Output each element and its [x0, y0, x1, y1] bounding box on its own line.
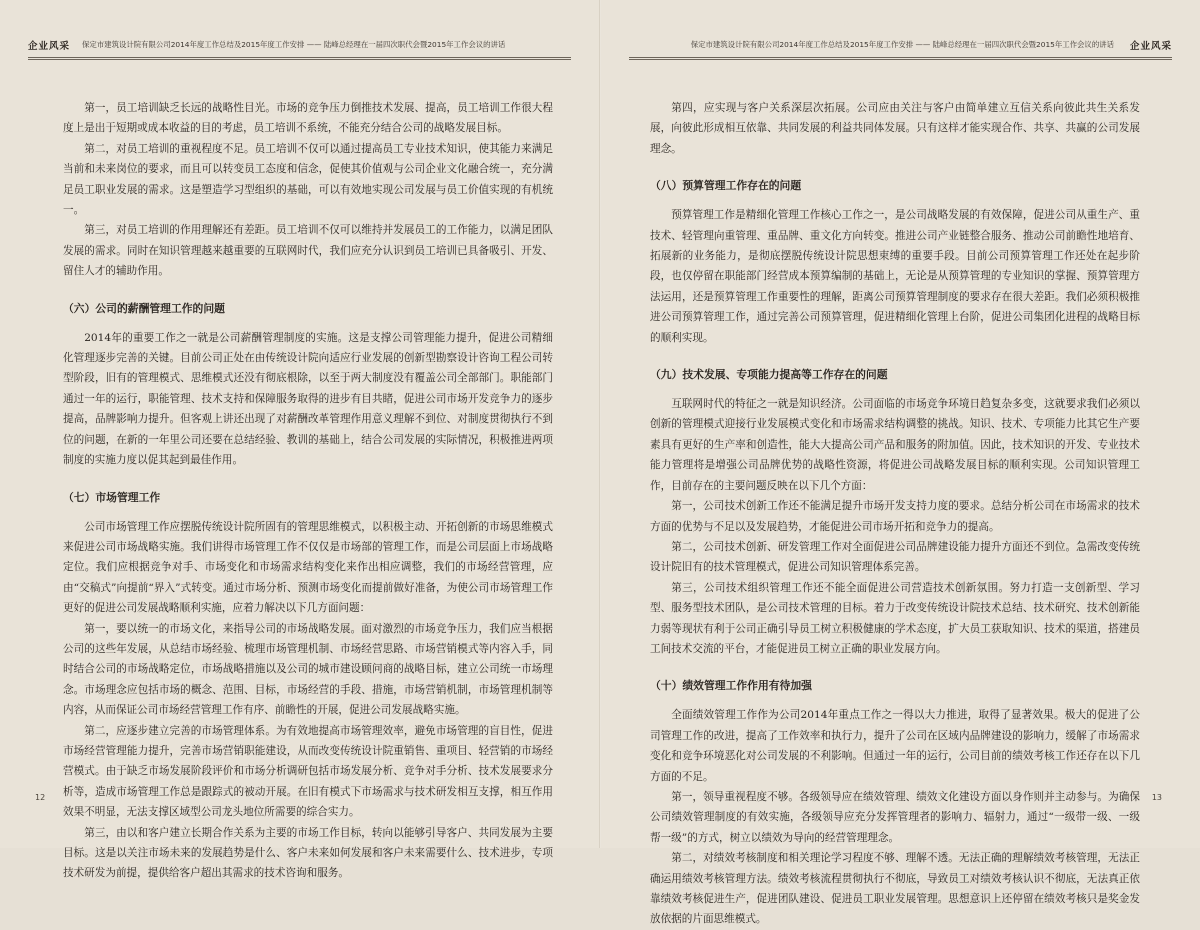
paragraph: 第三，对员工培训的作用理解还有差距。员工培训不仅可以维持并发展员工的工作能力，以满足团队发展的需求。同时在知识管理越来越重要的互联网时代，我们应充分认识到员工培训已具备吸引、开发、留住人才的辅助作用。: [63, 224, 553, 278]
right-page: [601, 0, 1200, 926]
paragraph: 第二，对绩效考核制度和相关理论学习程度不够、理解不透。无法正确的理解绩效考核管理，无法正确运用绩效考核管理方法。绩效考核流程贯彻执行不彻底，导致员工对绩效考核认识不彻底，无法真正依靠绩效考核促进生产，促进团队建设、促进员工职业发展管理。思想意识上还停留在绩效考核只是奖金发放依据的片面思维模式。: [650, 852, 1140, 926]
section-heading: （七）市场管理工作: [63, 490, 161, 504]
paragraph: 第二，对员工培训的重视程度不足。员工培训不仅可以通过提高员工专业技术知识，使其能力来满足当前和未来岗位的要求，而且可以转变员工态度和信念，促使其价值观与公司企业文化融合统一，充分满足员工职业发展的需求。这是塑造学习型组织的基础，可以有效地实现公司发展与员工价值实现的有机统一。: [63, 142, 553, 217]
right-page-content: [650, 98, 1140, 930]
paragraph: 2014年的重要工作之一就是公司薪酬管理制度的实施。这是支撑公司管理能力提升，促进公司精细化管理逐步完善的关键。目前公司正处在由传统设计院向适应行业发展的创新型勘察设计咨询工程公司转型阶段，旧有的管理模式、思维模式还没有彻底根除，以至于两大制度没有覆盖公司全部部门。职能部门通过一年的运行，职能管理、技术支持和保障服务取得的进步有目共睹，促进公司市场开发竞争力的逐步提高，品牌影响力提升。但客观上讲还出现了对薪酬改革管理作用意义理解不到位、对制度贯彻执行不到位的问题，在新的一年里公司还要在总结经验、教训的基础上，结合公司发展的实际情况，积极推进两项制度的实施力度以促其起到最佳作用。: [63, 331, 553, 467]
page-header: [28, 38, 571, 60]
paragraph: 预算管理工作是精细化管理工作核心工作之一，是公司战略发展的有效保障，促进公司从重生产、重技术、轻管理向重管理、重品牌、重文化方向转变。推进公司产业链整合服务、推动公司前瞻性地培育、拓展新的业务能力，是彻底摆脱传统设计院思想束缚的重要手段。目前公司预算管理工作还处在起步阶段，也仅停留在职能部门经营成本预算编制的基础上，无论是从预算管理的专业知识的掌握、预算管理方法运用，还是预算管理工作重要性的理解，距离公司预算管理制度的要求存在很大差距。我们必须积极推进公司预算管理工作，通过完善公司预算管理，促进精细化管理上台阶，促进公司集团化进程的战略目标的顺利实现。: [650, 209, 1140, 344]
paragraph: 第一，公司技术创新工作还不能满足提升市场开发支持力度的要求。总结分析公司在市场需求的技术方面的优势与不足以及发展趋势，才能促进公司市场开拓和竞争力的提高。: [650, 500, 1140, 533]
paragraph: 第二，应逐步建立完善的市场管理体系。为有效地提高市场管理效率，避免市场管理的盲目性，促进市场经营管理能力提升，完善市场营销职能建设，从而改变传统设计院重销售、重项目、轻营销的市场经营模式。由于缺乏市场发展阶段评价和市场分析调研包括市场发展分析、竞争对手分析、技术发展要求分析等，造成市场管理工作总是跟踪式的被动开展。在旧有模式下市场需求与技术研发相互支撑，相互作用效果不明显，无法支撑区域型公司龙头地位所需要的综合实力。: [63, 724, 553, 819]
paragraph: 互联网时代的特征之一就是知识经济。公司面临的市场竞争环境日趋复杂多变，这就要求我们必须以创新的管理模式迎接行业发展模式变化和市场需求结构调整的挑战。知识、技术、专项能力比其它生产要素具有更好的生产率和创造性，能大大提高公司产品和服务的附加值。因此，技术知识的开发、专业技术能力管理将是增强公司品牌优势的战略性资源，将促进公司战略发展目标的顺利实现。公司知识管理工作，目前存在的主要问题反映在以下几个方面：: [650, 398, 1140, 492]
paragraph: 第三，由以和客户建立长期合作关系为主要的市场工作目标，转向以能够引导客户、共同发展为主要目标。这是以关注市场未来的发展趋势是什么、客户未来如何发展和客户未来需要什么、技术进步，专项技术研发为前提，提供给客户超出其需求的技术咨询和服务。: [63, 826, 553, 880]
section-heading: （六）公司的薪酬管理工作的问题: [63, 301, 225, 315]
paragraph: 第二，公司技术创新、研发管理工作对全面促进公司品牌建设能力提升方面还不到位。急需改变传统设计院旧有的技术管理模式，促进公司知识管理体系完善。: [650, 540, 1140, 574]
left-page-content: [63, 98, 553, 884]
header-rule: [28, 57, 571, 60]
section-heading: （十）绩效管理工作作用有待加强: [650, 679, 812, 693]
left-page: [0, 0, 599, 880]
paragraph: 第一，要以统一的市场文化，来指导公司的市场战略发展。面对激烈的市场竞争压力，我们应当根据公司的这些年发展，从总结市场经验、梳理市场管理机制、市场经营思路、市场营销模式等内容入手，同时结合公司的市场战略定位，市场战略措施以及公司的城市建设顾问商的战略目标，建立公司统一市场理念。市场理念应包括市场的概念、范围、目标，市场经营的手段、措施，市场营销机制，市场管理机制等内容，从而保证公司市场经营管理工作有序、前瞻性的开展，促进公司发展战略实施。: [63, 622, 553, 717]
header-logo: 企业风采: [1129, 41, 1172, 52]
header-title: 保定市建筑设计院有限公司2014年度工作总结及2015年度工作安排 —— 陆峰总经理在一届四次职代会暨2015年工作会议的讲话: [82, 40, 506, 49]
page-number: 13: [1151, 793, 1162, 802]
paragraph: 第四，应实现与客户关系深层次拓展。公司应由关注与客户由简单建立互信关系向彼此共生关系发展，向彼此形成相互依靠、共同发展的利益共同体发展。只有这样才能实现合作、共享、共赢的公司发展理念。: [650, 102, 1140, 155]
section-heading: （八）预算管理工作存在的问题: [650, 179, 802, 193]
section-heading: （九）技术发展、专项能力提高等工作存在的问题: [650, 368, 888, 382]
page-number: 12: [35, 793, 46, 802]
paragraph: 全面绩效管理工作作为公司2014年重点工作之一得以大力推进，取得了显著效果。极大的促进了公司管理工作的改进，提高了工作效率和执行力，提升了公司在区域内品牌建设的影响力，缓解了市场需求变化和竞争环境恶化对公司发展的不利影响。但通过一年的运行，公司目前的绩效考核工作还存在以下几方面的不足。: [650, 709, 1140, 783]
header-title: 保定市建筑设计院有限公司2014年度工作总结及2015年度工作安排 —— 陆峰总经理在一届四次职代会暨2015年工作会议的讲话: [690, 40, 1114, 49]
paragraph: 公司市场管理工作应摆脱传统设计院所固有的管理思维模式，以积极主动、开拓创新的市场思维模式来促进公司市场战略实施。我们讲得市场管理工作不仅仅是市场部的管理工作，而是公司层面上市场战略定位。我们应根据竞争对手、市场变化和市场需求结构变化来作出相应调整，我们的市场经营管理，应由“交稿式”向提前“界入”式转变。通过市场分析、预测市场变化而提前做好准备，为使公司市场管理工作更好的促进公司发展战略顺利实施，应着力解决以下几方面问题：: [63, 520, 553, 615]
page-header: [629, 38, 1172, 60]
paragraph: 第三，公司技术组织管理工作还不能全面促进公司营造技术创新氛围。努力打造一支创新型、学习型、服务型技术团队，是公司技术管理的目标。着力于改变传统设计院技术总结、技术研究、技术创新能力弱等现状有利于公司正确引导员工树立积极健康的学术态度，扩大员工获取知识、技术的渠道，搭建员工间技术交流的平台，才能促进员工树立正确的职业发展方向。: [650, 581, 1140, 655]
paragraph: 第一，领导重视程度不够。各级领导应在绩效管理、绩效文化建设方面以身作则并主动参与。为确保公司绩效管理制度的有效实施，各级领导应充分发挥管理者的影响力、辐射力，通过“一级带一级、一级帮一级”的方式，树立以绩效为导向的经营管理理念。: [650, 790, 1140, 844]
header-rule: [629, 57, 1172, 60]
paragraph: 第一，员工培训缺乏长远的战略性目光。市场的竞争压力倒推技术发展、提高，员工培训工作很大程度上是出于短期或成本收益的目的考虑，员工培训不系统，不能充分结合公司的战略发展目标。: [63, 102, 553, 135]
header-logo: 企业风采: [28, 41, 71, 52]
